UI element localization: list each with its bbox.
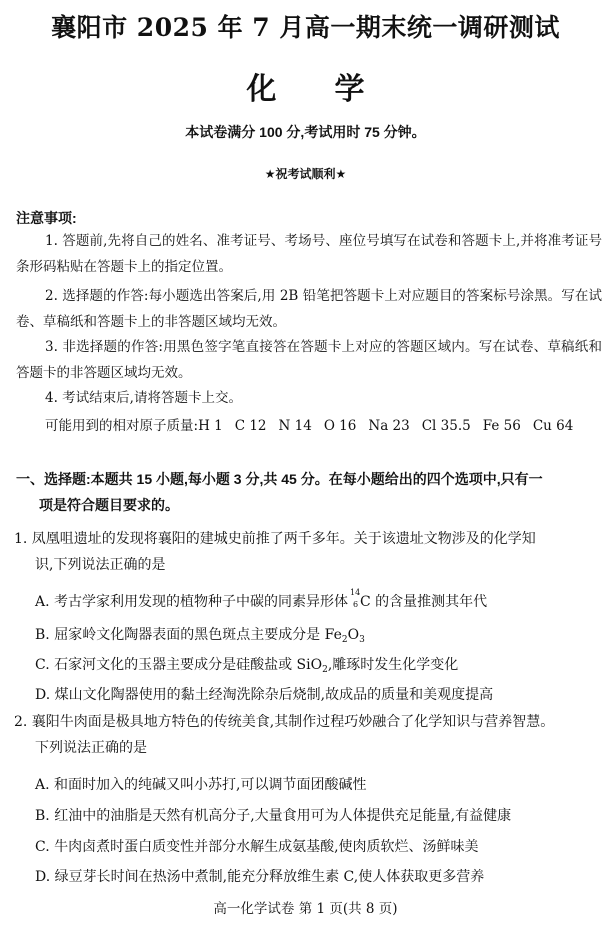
question-1-option-c: C. 石家河文化的玉器主要成分是硅酸盐或 SiO$_2$,雕琢时发生化学变化 (35, 657, 459, 675)
question-1-option-d: D. 煤山文化陶器使用的黏土经淘洗除杂后烧制,故成品的质量和美观度提高 (35, 687, 494, 703)
question-1-stem-line2: 识,下列说法正确的是 (35, 557, 166, 573)
note-item-4: 4. 考试结束后,请将答题卡上交。 (45, 390, 242, 406)
mass-n: N 14 (278, 418, 312, 434)
section-heading (16, 466, 606, 518)
question-1-option-b: B. 屈家岭文化陶器表面的黑色斑点主要成分是 $Fe_2O_3$ (35, 627, 365, 645)
section-heading-line1: 一、选择题:本题共 15 小题,每小题 3 分,共 45 分。在每小题给出的四个选项中,只有一 (16, 471, 543, 487)
question-2-option-d: D. 绿豆芽长时间在热汤中煮制,能充分释放维生素 C,使人体获取更多营养 (35, 869, 485, 885)
section-heading-line2: 项是符合题目要求的。 (39, 497, 179, 513)
page-footer: 高一化学试卷 第 1 页(共 8 页) (213, 901, 398, 917)
exam-meta: 本试卷满分 100 分,考试用时 75 分钟。 (185, 124, 426, 140)
question-2-stem-line1: 2. 襄阳牛肉面是极具地方特色的传统美食,其制作过程巧妙融合了化学知识与营养智慧。 (14, 714, 555, 730)
question-2-option-a: A. 和面时加入的纯碱又叫小苏打,可以调节面团酸碱性 (35, 777, 367, 793)
mass-o: O 16 (323, 418, 357, 434)
question-1-stem-line1: 1. 凤凰咀遗址的发现将襄阳的建城史前推了两千多年。关于该遗址文物涉及的化学知 (14, 531, 536, 547)
good-luck-line: ★祝考试顺利★ (264, 167, 347, 181)
question-1-option-a: A. 考古学家利用发现的植物种子中碳的同素异形体 14 6 C 的含量推测其年代 (35, 588, 488, 610)
mass-fe: Fe 56 (482, 418, 521, 434)
atomic-masses-label: 可能用到的相对原子质量: (45, 418, 199, 434)
question-2-stem-line2: 下列说法正确的是 (35, 740, 147, 756)
exam-title: 襄阳市 2025 年 7 月高一期末统一调研测试 (51, 13, 560, 42)
question-2-option-b: B. 红油中的油脂是天然有机高分子,大量食用可为人体提供充足能量,有益健康 (35, 808, 512, 824)
note-item-3: 3. 非选择题的作答:用黑色签字笔直接答在答题卡上对应的答题区域内。写在试卷、草稿纸和答题卡的非答题区域均无效。 (16, 339, 602, 381)
mass-c: C 12 (234, 418, 267, 434)
question-1-stem (14, 526, 606, 578)
carbon-14-isotope: 14 6 (350, 588, 361, 609)
note-item-2: 2. 选择题的作答:每小题选出答案后,用 2B 铅笔把答题卡上对应题目的答案标号涂黑。写在试卷、草稿纸和答题卡上的非答题区域均无效。 (16, 288, 602, 330)
question-2-stem (14, 709, 606, 761)
question-2-option-c: C. 牛肉卤煮时蛋白质变性并部分水解生成氨基酸,使肉质软烂、汤鲜味美 (35, 839, 479, 855)
mass-h: H 1 (198, 418, 223, 434)
mass-cu: Cu 64 (532, 418, 574, 434)
note-item-1: 1. 答题前,先将自己的姓名、准考证号、考场号、座位号填写在试卷和答题卡上,并将准考证号条形码粘贴在答题卡上的指定位置。 (16, 233, 602, 275)
subject-title: 化学 (246, 72, 423, 107)
mass-na: Na 23 (368, 418, 410, 434)
notes-title: 注意事项: (16, 210, 77, 226)
atomic-masses (45, 414, 573, 434)
mass-cl: Cl 35.5 (421, 418, 471, 434)
